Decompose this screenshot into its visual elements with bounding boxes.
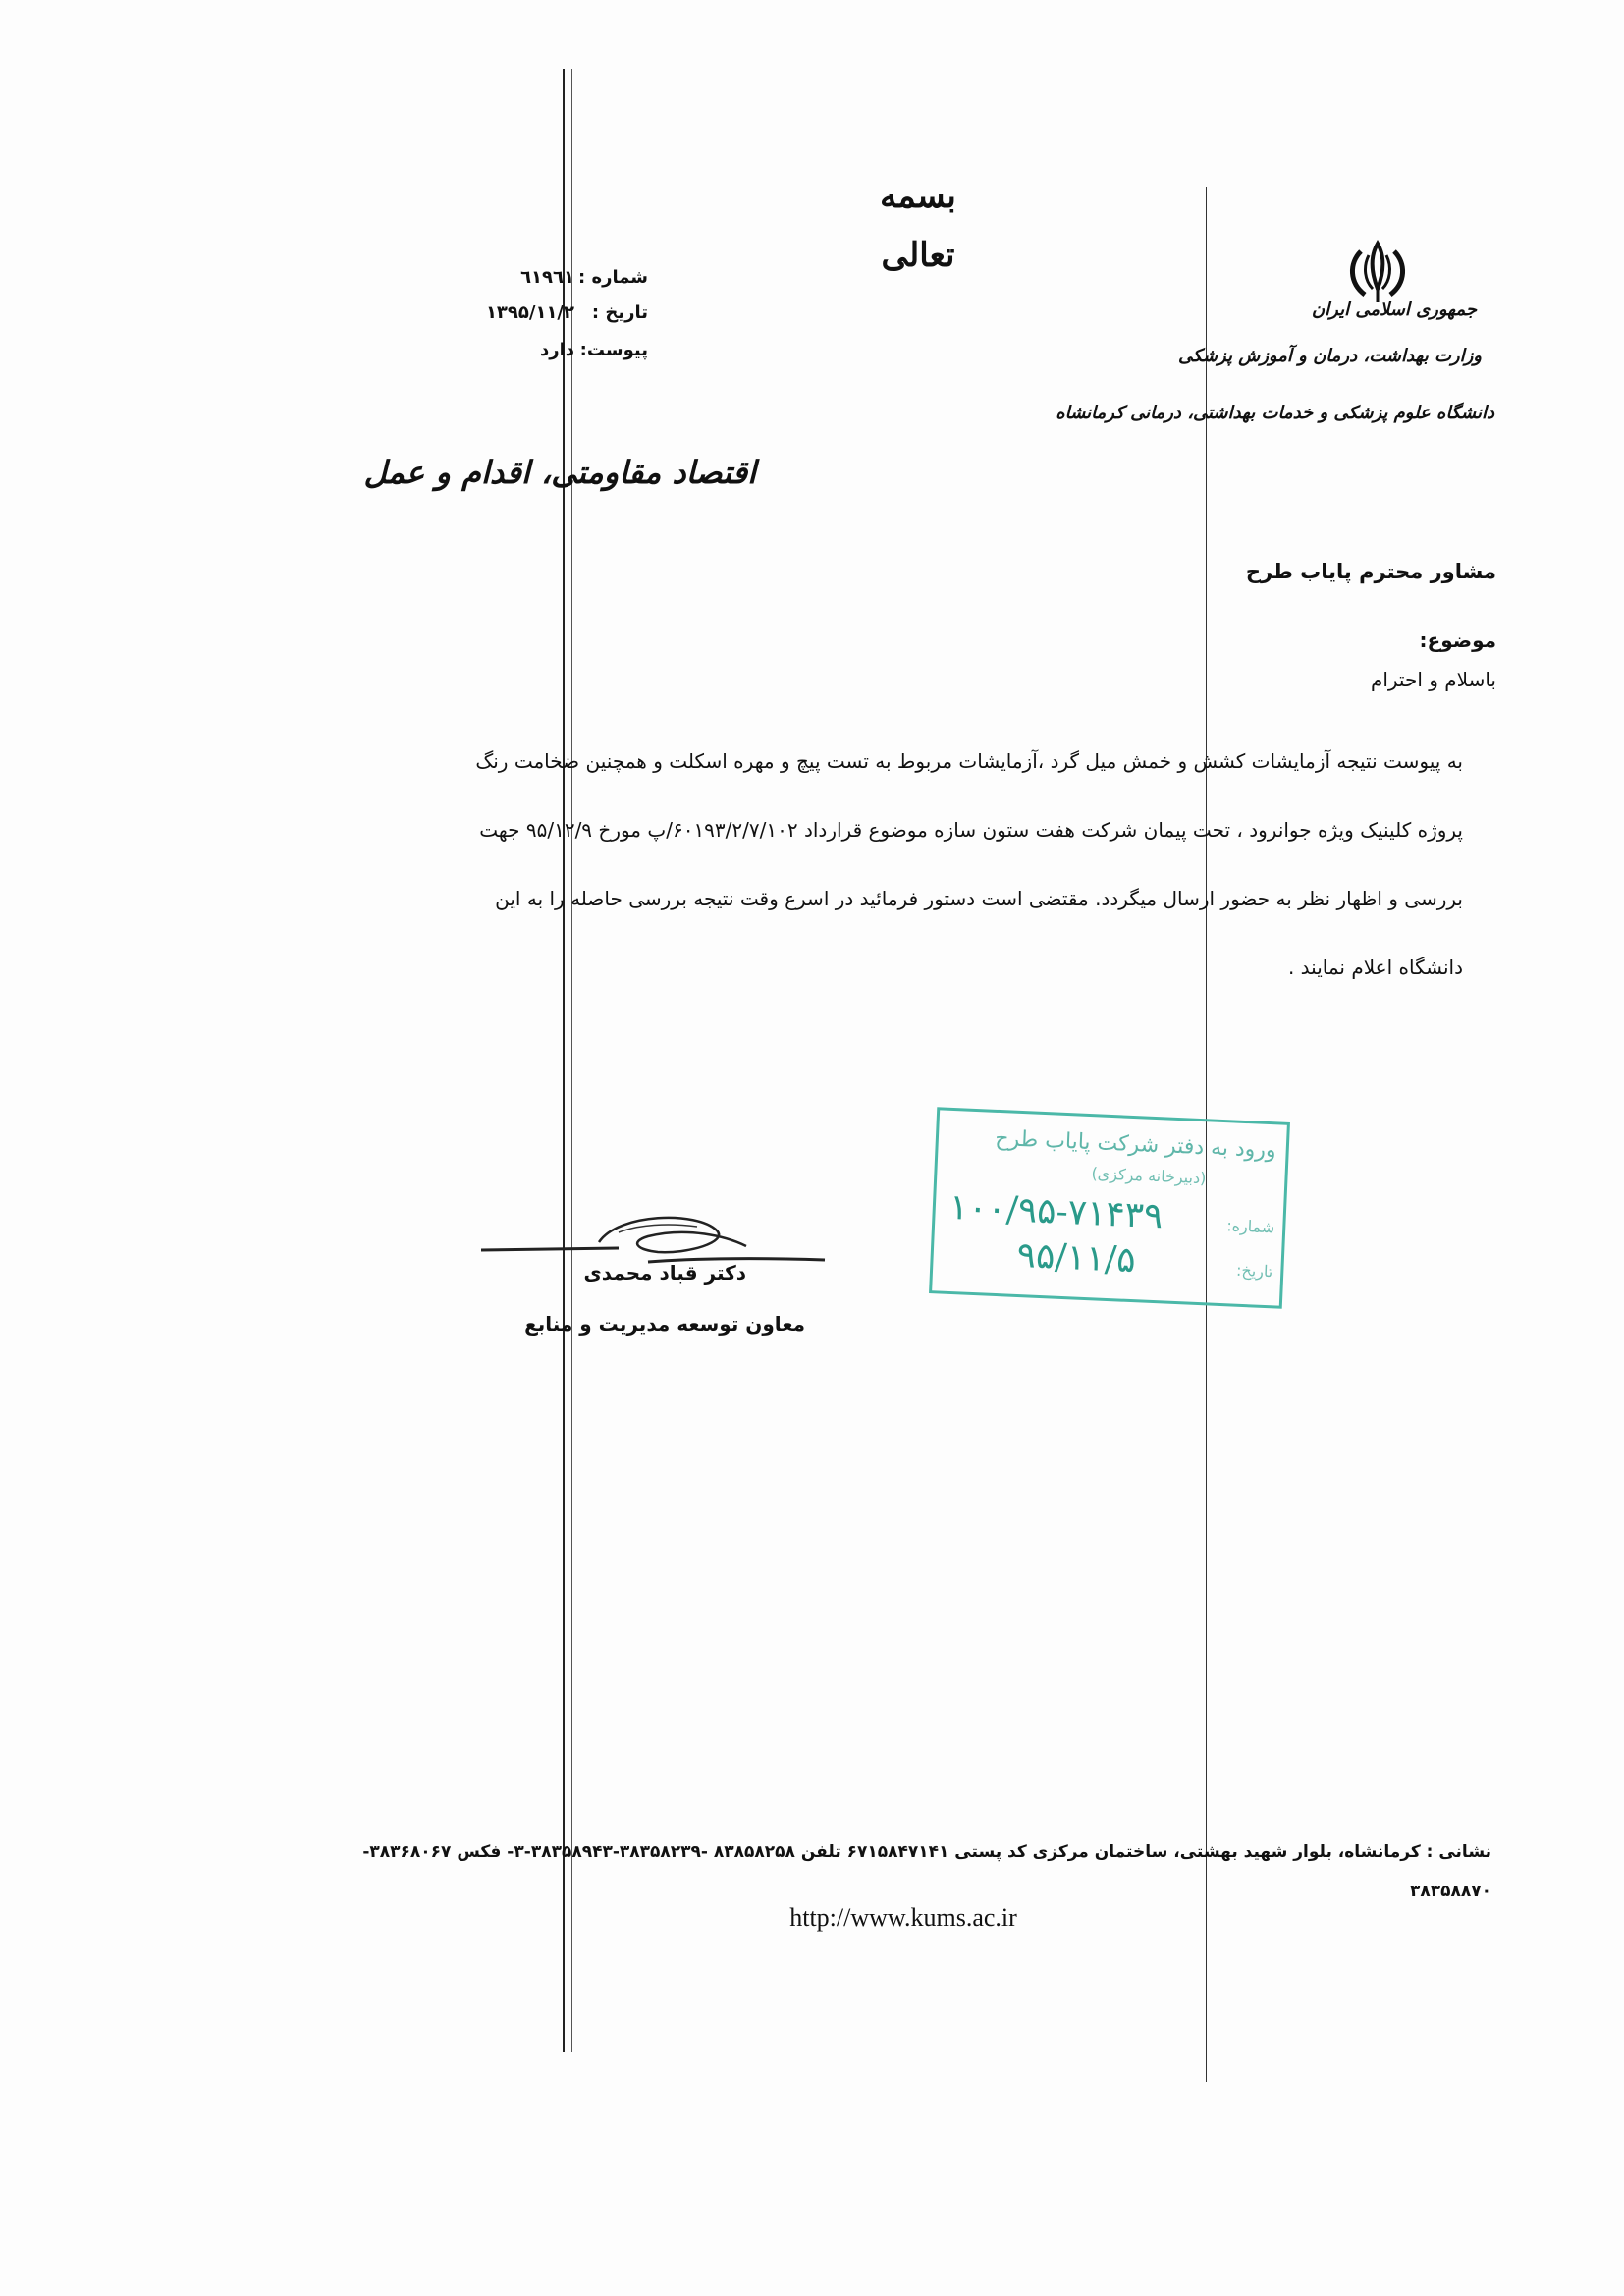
attachment-value: دارد [539, 340, 574, 360]
stamp-number-handwritten: ۱۰۰/۹۵-۷۱۴۳۹ [947, 1186, 1164, 1237]
letter-attachment-row [491, 340, 648, 365]
stamp-number-label: شماره: [1225, 1216, 1275, 1237]
university-name: دانشگاه علوم پزشکی و خدمات بهداشتی، درمانی کرمانشاه [1056, 403, 1494, 423]
stamp-date-label: تاریخ: [1235, 1260, 1273, 1282]
recipient: مشاور محترم پایاب طرح [1245, 560, 1496, 583]
greeting: باسلام و احترام [1370, 668, 1496, 691]
slogan: اقتصاد مقاومتی، اقدام و عمل [363, 454, 756, 491]
letter-number-row [471, 267, 648, 293]
scan-artifact-line [563, 69, 565, 2052]
letter-date-label: تاریخ : [591, 302, 648, 323]
body-line: دانشگاه اعلام نمایند . [1287, 956, 1463, 979]
body-line: بررسی و اظهار نظر به حضور ارسال میگردد. مقتضی است دستور فرمائید در اسرع وقت نتیجه بررسی حاصله را به این [495, 887, 1463, 910]
footer-website-link[interactable]: http://www.kums.ac.ir [789, 1903, 1017, 1932]
signer-name: دکتر قباد محمدی [583, 1261, 746, 1285]
scan-artifact-line [571, 69, 572, 2052]
letter-number-value: ٦١٩٦١ [520, 267, 574, 288]
letter-date-row [432, 302, 648, 328]
footer-address [313, 1832, 1491, 1911]
bismillah-heading: بسمه تعالی [880, 177, 956, 275]
body-line: به پیوست نتیجه آزمایشات کشش و خمش میل گرد ،آزمایشات مربوط به تست پیچ و مهره اسکلت و همچنین ضخامت رنگ [475, 749, 1463, 773]
ministry-name: وزارت بهداشت، درمان و آموزش پزشکی [1178, 346, 1482, 366]
subject-label: موضوع: [1419, 629, 1496, 652]
iran-emblem-icon [1335, 238, 1420, 306]
letter-body [290, 727, 1463, 1002]
attachment-label: پیوست: [579, 340, 648, 360]
footer-address-line: نشانی : کرمانشاه، بلوار شهید بهشتی، ساختمان مرکزی کد پستی ۶۷۱۵۸۴۷۱۴۱ تلفن ۸۳۸۵۸۲۵۸ -۳۸۳۵۸۲۳۹-۳۸۳۵۸۹۴۳-۳- فکس ۳۸۳۶۸۰۶۷- [362, 1842, 1491, 1862]
body-line: پروژه کلینیک ویژه جوانرود ، تحت پیمان شرکت هفت ستون سازه موضوع قرارداد ۶۰۱۹۳/۲/۷/۱۰۲/پ مورخ ۹۵/۱۲/۹ جهت [479, 818, 1463, 842]
letter-number-label: شماره : [578, 267, 648, 288]
government-name: جمهوری اسلامی ایران [1311, 300, 1477, 320]
footer-address-line: ۳۸۳۵۸۸۷۰ [1409, 1882, 1491, 1901]
signer-title: معاون توسعه مدیریت و منابع [524, 1312, 805, 1336]
stamp-subheading: (دبیرخانه مرکزی) [1091, 1164, 1207, 1188]
letter-date-value: ۱۳۹۵/۱۱/۲ [485, 302, 574, 323]
stamp-date-handwritten: ۹۵/۱۱/۵ [1015, 1234, 1137, 1282]
stamp-heading: ورود به دفتر شرکت پایاب طرح [994, 1125, 1277, 1164]
registration-stamp [929, 1107, 1290, 1309]
